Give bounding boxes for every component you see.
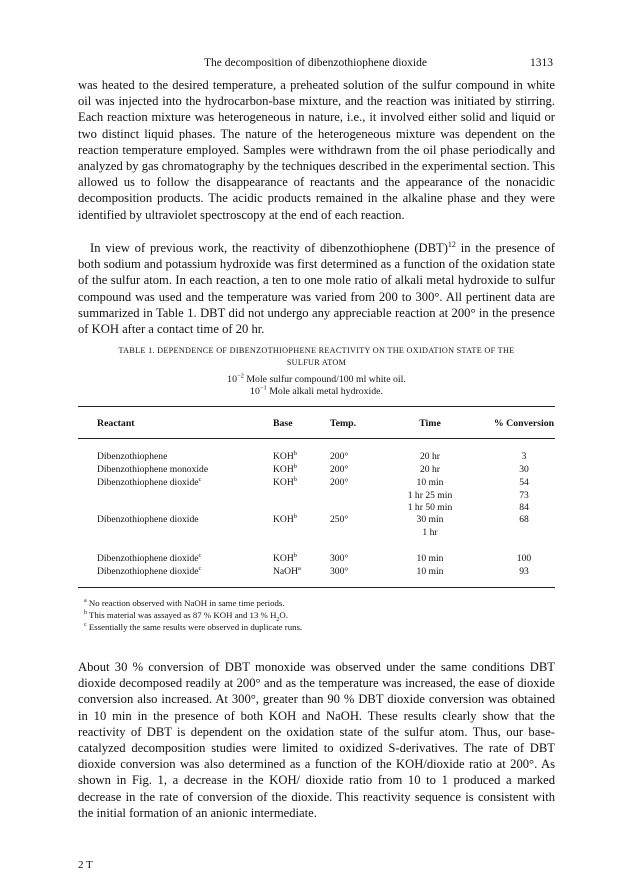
folio-signature: 2 T (78, 859, 93, 871)
header-conversion: % Conversion (493, 418, 555, 429)
reactant-footnote-mark: c (198, 475, 202, 483)
cell-temp: 300° (330, 553, 349, 564)
cell-temp: 300° (330, 566, 349, 577)
cell-conversion: 100 (516, 553, 532, 564)
body-paragraph-2 (78, 240, 555, 337)
cell-conversion: 54 (519, 477, 529, 488)
cell-base (273, 464, 297, 476)
cell-time: 10 min (416, 553, 444, 564)
running-head-title: The decomposition of dibenzothiophene dioxide (204, 57, 427, 69)
footnote-a-mark: a (84, 598, 87, 605)
base-footnote-mark: b (293, 449, 298, 457)
header-reactant: Reactant (97, 418, 135, 429)
base-name: NaOH (273, 566, 299, 577)
cell-conversion: 30 (519, 464, 529, 475)
cell-reactant (97, 451, 167, 463)
cell-time: 20 hr (420, 451, 440, 462)
reactant-name: Dibenzothiophene monoxide (97, 464, 209, 475)
cell-time: 1 hr (422, 526, 438, 538)
table-caption-line-1: TABLE 1. DEPENDENCE OF DIBENZOTHIOPHENE REACTIVITY ON THE OXIDATION STATE OF THE (118, 346, 515, 355)
footnote-b-subscript: 2 (276, 616, 280, 623)
base-name: KOH (273, 553, 294, 564)
cell-reactant (97, 553, 201, 565)
table-caption-line-2: SULFUR ATOM (286, 358, 347, 367)
condition-2-base: 10 (250, 386, 260, 397)
page-number: 1313 (530, 57, 553, 69)
paragraph-2-text-start: In view of previous work, the reactivity of dibenzothiophene (DBT) (90, 241, 448, 255)
base-name: KOH (273, 514, 294, 525)
table-header-rule (78, 438, 555, 439)
footnote-b-mark: b (84, 610, 87, 617)
condition-1-text: Mole sulfur compound/100 ml white oil. (243, 374, 406, 385)
base-name: KOH (273, 464, 294, 475)
base-name: KOH (273, 477, 294, 488)
cell-time: 10 min (416, 477, 444, 488)
base-footnote-mark: b (293, 512, 298, 520)
cell-reactant (97, 514, 199, 526)
table-caption (78, 345, 555, 369)
cell-conversion: 73 (519, 489, 529, 501)
cell-time: 1 hr 25 min (407, 489, 453, 501)
base-name: KOH (273, 451, 294, 462)
footnote-b-text: This material was assayed as 87 % KOH and 13 % H (87, 610, 277, 620)
paragraph-2-text-end: in the presence of both sodium and potassium hydroxide was first determined as a function of the oxidation state of the sulfur atom. In each reaction, a ten to one mole ratio of alkali metal hydroxide to sulfur compound was used and the temperature was varied from 200 to 300°. All pertinent data are summarized in Table 1. DBT did not undergo any appreciable reaction at 200° in the presence of KOH after a contact time of 20 hr. (78, 241, 555, 337)
cell-conversion: 84 (519, 502, 529, 513)
base-footnote-mark: b (293, 475, 298, 483)
reactant-footnote-mark: c (198, 551, 202, 559)
condition-2-exponent: −1 (259, 384, 267, 392)
footnote-a-text: No reaction observed with NaOH in same time periods. (86, 598, 285, 608)
table-footnote-b (84, 610, 544, 621)
cell-conversion: 93 (519, 566, 529, 577)
cell-base (273, 553, 297, 565)
condition-1-exponent: −2 (236, 372, 244, 380)
footnote-c-text: Essentially the same results were observed in duplicate runs. (86, 622, 303, 632)
cell-reactant (97, 566, 201, 578)
header-temp: Temp. (330, 418, 357, 429)
cell-time: 10 min (416, 566, 444, 577)
reference-superscript: 12 (447, 239, 456, 249)
header-time: Time (419, 418, 441, 429)
base-footnote-mark: b (293, 462, 298, 470)
base-footnote-mark: b (293, 551, 298, 559)
table-footnote-c (84, 622, 544, 633)
reactant-name: Dibenzothiophene dioxide (97, 477, 199, 488)
cell-reactant (97, 477, 201, 489)
condition-2-text: Mole alkali metal hydroxide. (266, 386, 383, 397)
cell-time: 30 min (416, 514, 444, 525)
table-bottom-rule (78, 587, 555, 588)
cell-reactant (97, 464, 208, 476)
cell-base (273, 566, 301, 578)
cell-time: 20 hr (420, 464, 440, 475)
cell-conversion: 3 (521, 451, 527, 462)
cell-temp: 200° (330, 464, 349, 475)
cell-base (273, 477, 297, 489)
cell-conversion: 68 (519, 514, 529, 525)
table-condition-1 (78, 374, 555, 386)
body-paragraph-3: About 30 % conversion of DBT monoxide was observed under the same conditions DBT dioxide decomposed readily at 200° and as the temperature was increased, the ease of dioxide conversion also increased. At 300°, greater than 90 % DBT dioxide conversion was obtained in 10 min in the presence of both KOH and NaOH. These results clearly show that the reactivity of DBT is dependent on the oxidation state of the sulfur atom. Thus, our base-catalyzed decomposition studies were limited to oxidized S-derivatives. The rate of DBT dioxide conversion was also determined as a function of the KOH/dioxide ratio at 200°. As shown in Fig. 1, a decrease in the KOH/ dioxide ratio from 10 to 1 produced a marked decrease in the rate of conversion of the dioxide. This reactivity sequence is consistent with the initial formation of an anionic intermediate. (78, 660, 555, 820)
reactant-name: Dibenzothiophene dioxide (97, 514, 199, 525)
footnote-b-text-end: O. (279, 610, 288, 620)
body-paragraph-1: was heated to the desired temperature, a preheated solution of the sulfur compound in white oil was injected into the hydrocarbon-base mixture, and the reaction was initiated by stirring. Each reaction mixture was heterogeneous in nature, i.e., it involved either solid and liquid or two distinct liquid phases. The nature of the heterogeneous mixture was dependent on the reaction temperature employed. Samples were withdrawn from the oil phase periodically and analyzed by gas chromatography by the techniques described in the experimental section. This allowed us to follow the disappearance of reactants and the appearance of the nonacidic decomposition products. The acidic products remained in the alkaline phase and they were identified by ultraviolet spectroscopy at the end of each reaction. (78, 78, 555, 222)
footnote-c-mark: c (84, 622, 87, 629)
reactant-name: Dibenzothiophene (97, 451, 168, 462)
cell-temp: 200° (330, 477, 349, 488)
reactant-name: Dibenzothiophene dioxide (97, 566, 199, 577)
reactant-name: Dibenzothiophene dioxide (97, 553, 199, 564)
cell-temp: 200° (330, 451, 349, 462)
table-condition-2 (78, 386, 555, 398)
cell-base (273, 451, 297, 463)
condition-1-base: 10 (227, 374, 237, 385)
reactant-footnote-mark: c (198, 564, 202, 572)
cell-temp: 250° (330, 514, 349, 525)
table-footnote-a (84, 598, 544, 609)
cell-base (273, 514, 297, 526)
header-base: Base (273, 418, 293, 429)
cell-time: 1 hr 50 min (407, 502, 453, 513)
base-footnote-mark: a (298, 564, 301, 572)
table-top-rule (78, 406, 555, 407)
